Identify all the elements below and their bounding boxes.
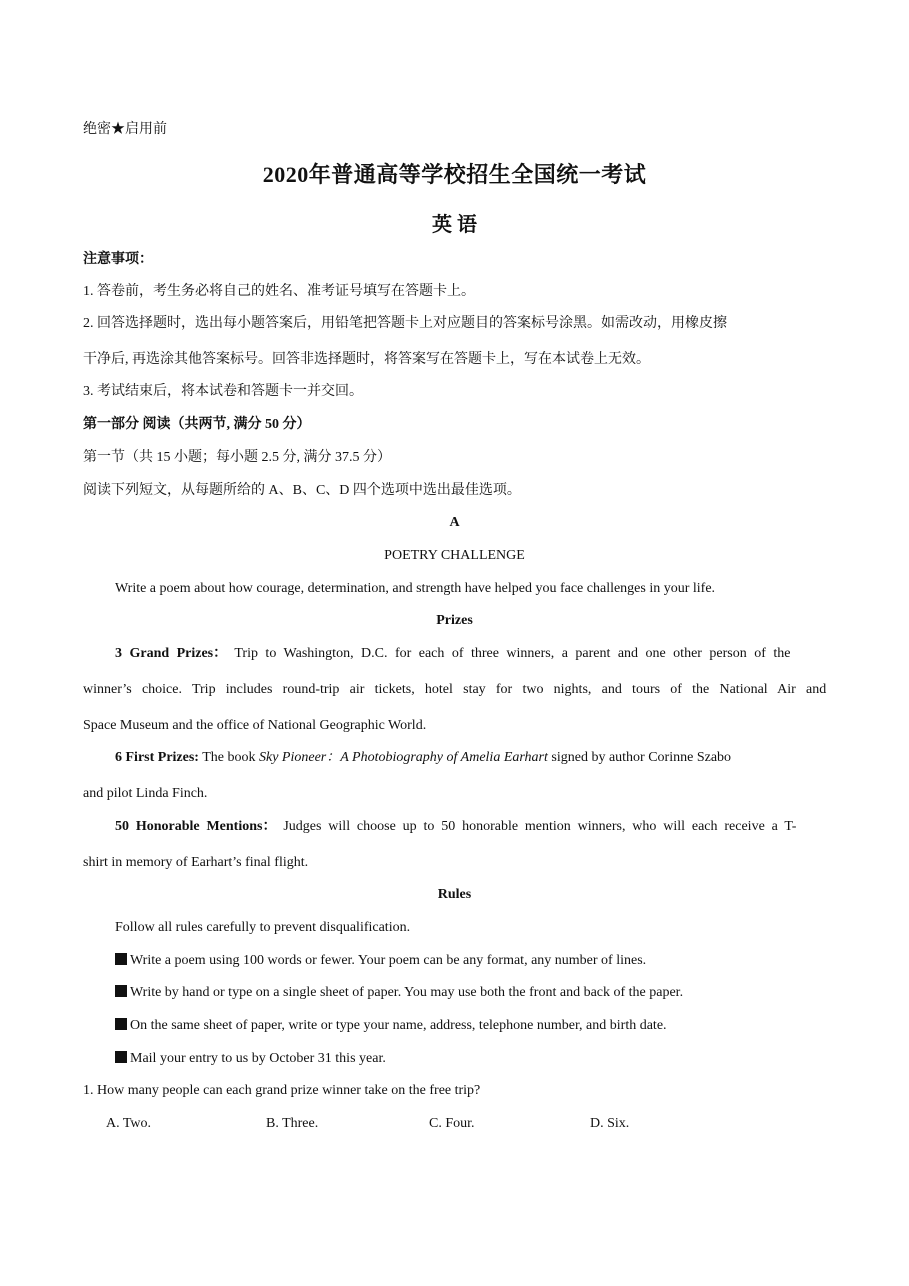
notice-heading: 注意事项： [83, 252, 153, 267]
grand-prizes-line3: Space Museum and the office of National Geographic World. [83, 718, 427, 733]
rule-item [115, 1016, 667, 1036]
square-bullet-icon [115, 1051, 127, 1063]
exam-title: 2020年普通高等学校招生全国统一考试 [262, 162, 647, 187]
part1-heading: 第一部分 阅读（共两节, 满分 50 分） [83, 417, 311, 432]
question-1-stem: 1. How many people can each grand prize winner take on the free trip? [83, 1083, 481, 1098]
rule-item [115, 983, 683, 1003]
reading-instruction: 阅读下列短文，从每题所给的 A、B、C、D 四个选项中选出最佳选项。 [83, 483, 521, 498]
notice-item-3: 3. 考试结束后，将本试卷和答题卡一并交回。 [83, 384, 363, 399]
question-1-option-a: A. Two. [106, 1116, 152, 1131]
grand-prizes-line2: winner’s choice. Trip includes round-trip air tickets, hotel stay for two nights, and tours of the National Air and [83, 682, 827, 697]
notice-item-2: 2. 回答选择题时，选出每小题答案后，用铅笔把答题卡上对应题目的答案标号涂黑。如需改动，用橡皮擦 [83, 316, 727, 331]
first-prizes-line2: and pilot Linda Finch. [83, 786, 208, 801]
section1-heading: 第一节（共 15 小题；每小题 2.5 分, 满分 37.5 分） [83, 450, 391, 465]
book-title: Sky Pioneer：A Photobiography of Amelia Earhart [258, 750, 548, 765]
first-prizes-pre: The book [202, 750, 259, 765]
first-prizes-line1 [115, 748, 731, 768]
grand-prizes-label: 3 Grand Prizes： [115, 646, 228, 661]
first-prizes-label: 6 First Prizes: [115, 750, 199, 765]
square-bullet-icon [115, 985, 127, 997]
passage-letter: A [449, 515, 460, 530]
grand-prizes-line1 [115, 644, 790, 664]
rule-text: On the same sheet of paper, write or type your name, address, telephone number, and birth date. [130, 1018, 667, 1033]
secret-mark: 绝密★启用前 [83, 122, 167, 137]
honorable-label: 50 Honorable Mentions： [115, 819, 277, 834]
rules-intro: Follow all rules carefully to prevent disqualification. [115, 920, 411, 935]
honorable-text: Judges will choose up to 50 honorable mention winners, who will each receive a T- [283, 819, 797, 834]
question-1-option-c: C. Four. [429, 1116, 475, 1131]
question-1-option-d: D. Six. [590, 1116, 630, 1131]
first-prizes-post: signed by author Corinne Szabo [547, 750, 732, 765]
passage-intro: Write a poem about how courage, determination, and strength have helped you face challenges in your life. [115, 581, 716, 596]
question-1-option-b: B. Three. [266, 1116, 319, 1131]
passage-title: POETRY CHALLENGE [384, 548, 525, 563]
rules-heading: Rules [437, 887, 472, 902]
square-bullet-icon [115, 953, 127, 965]
honorable-line2: shirt in memory of Earhart’s final flight. [83, 855, 309, 870]
grand-prizes-text: Trip to Washington, D.C. for each of three winners, a parent and one other person of the [234, 646, 791, 661]
prizes-heading: Prizes [436, 613, 473, 628]
honorable-line1 [115, 817, 796, 837]
rule-text: Mail your entry to us by October 31 this year. [130, 1051, 386, 1066]
square-bullet-icon [115, 1018, 127, 1030]
notice-item-2-cont: 干净后, 再选涂其他答案标号。回答非选择题时，将答案写在答题卡上，写在本试卷上无效。 [83, 352, 650, 367]
notice-item-1: 1. 答卷前，考生务必将自己的姓名、准考证号填写在答题卡上。 [83, 284, 475, 299]
rule-item [115, 1049, 386, 1069]
subject-title: 英 语 [432, 214, 477, 236]
rule-text: Write a poem using 100 words or fewer. Your poem can be any format, any number of lines. [130, 953, 647, 968]
rule-text: Write by hand or type on a single sheet of paper. You may use both the front and back of the paper. [130, 985, 684, 1000]
rule-item [115, 951, 646, 971]
